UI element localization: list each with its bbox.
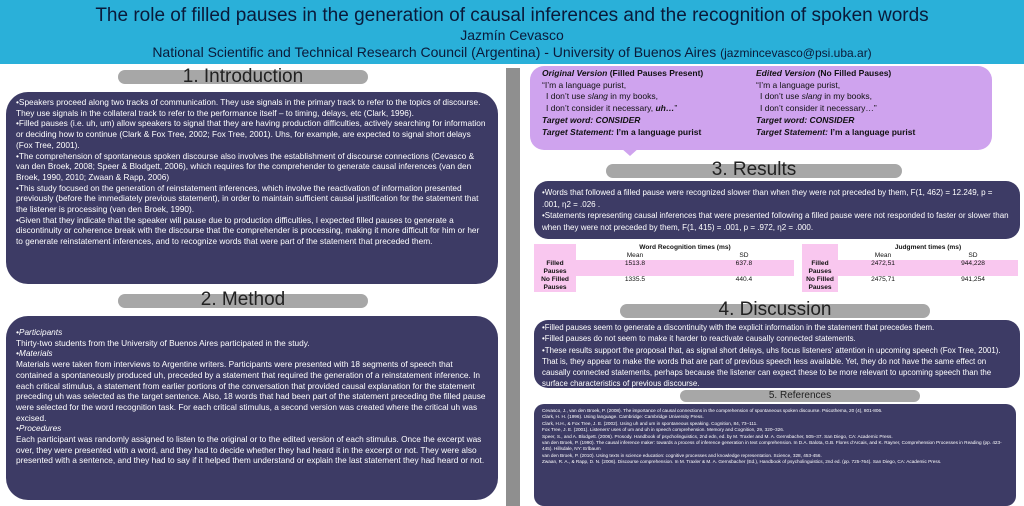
edited-target-word: Target word: CONSIDER <box>756 114 855 125</box>
intro-paragraph: •The comprehension of spontaneous spoken discourse also involves the establishment of discourse connections (Cevasco & van den Broek, 2008; Speer & Blodgett, 2006), which requires for the comprehender to generate causal inferences (van den Broek, 1990, 2010; Zwaan & Rapp, 2006) <box>16 150 475 182</box>
method-title: 2. Method <box>200 289 286 310</box>
word-recognition-table <box>534 244 794 292</box>
original-version-heading: Original Version (Filled Pauses Present) <box>542 68 704 78</box>
poster-header <box>0 0 1024 64</box>
stimulus-example-bubble <box>530 66 992 150</box>
original-version-column <box>542 68 752 138</box>
affiliation-text: National Scientific and Technical Research Council (Argentina) - University of Buenos Aires <box>152 44 717 60</box>
table-row: Filled Pauses 2472,51 944,228 <box>802 260 1018 276</box>
discussion-paragraph: •Filled pauses seem to generate a discontinuity with the explicit information in the statement that precedes them. <box>542 323 935 332</box>
reference-item: Fox Tree, J. E. (2001). Listeners’ uses of um and uh in speech comprehension. Memory and Cognition, 29, 320–326. <box>542 427 785 433</box>
reference-item: Speer, S., and A. Blodgett. (2006). Prosody. Handbook of psycholinguistics, 2nd edn, ed. by M. Traxler and M. A. Gernsbacher, 505–37. San Diego, CA: Academic Press. <box>542 433 893 439</box>
introduction-box <box>6 92 498 284</box>
discussion-title: 4. Discussion <box>718 299 832 320</box>
materials-heading: •Materials <box>16 348 53 359</box>
results-box <box>534 181 1020 239</box>
edited-line-2: I don’t use slang in my books, <box>760 91 872 102</box>
poster-affiliation <box>0 44 1024 62</box>
procedures-heading: •Procedures <box>16 423 62 434</box>
intro-paragraph: •Given that they indicate that the speaker will pause due to production difficulties, I expected filled pauses to generate a discontinuity or coherence break with the discourse that the comprehender is processing, making it more difficult for him or her to generate reinstatement inferences, and to recognize words that were part of the statement that preceded them. <box>16 214 480 247</box>
table-row: No Filled Pauses 1335.5 440.4 <box>534 276 794 292</box>
author-email: (jazmincevasco@psi.uba.ar) <box>720 46 872 60</box>
reference-item: Cevasco, J., van den Broek, P. (2008). The importance of causal connections in the comprehension of spontaneous spoken discourse. Psicothema, 20 (4), 801-806. <box>542 408 883 413</box>
discussion-paragraph: •Filled pauses do not seem to make it harder to reactivate causally connected statements. <box>542 334 856 344</box>
intro-paragraph: •This study focused on the generation of reinstatement inferences, which involve the reactivation of information presented previously (before the immediately previous statement), in order to maintain sufficient causal justification for the statement that the listener is processing (van den Broek, 1990). <box>16 182 479 215</box>
results-paragraph: •Statements representing causal inferences that were presented following a filled pause were not responded to faster or slower than when they were not preceded by them, F(1, 415) = .001, p = .972, η2 = .000. <box>542 211 1009 232</box>
original-target-word: Target word: CONSIDER <box>542 114 641 125</box>
original-target-statement: Target Statement: I’m a language purist <box>542 126 702 137</box>
reference-item: van den Broek, P. (2010). Using texts in science education: cognitive processes and knowledge representation. Science, 328, 453-456. <box>542 452 822 458</box>
references-title: 5. References <box>768 390 832 401</box>
original-line-3: I don’t consider it necessary, uh…” <box>546 103 678 114</box>
word-table-title: Word Recognition times (ms) <box>639 244 731 251</box>
judgment-times-table <box>802 244 1018 292</box>
references-box <box>534 404 1016 506</box>
judgment-table-title: Judgment times (ms) <box>894 244 962 251</box>
edited-line-1: “I’m a language purist, <box>756 79 841 90</box>
column-divider <box>506 68 520 506</box>
materials-text: Materials were taken from interviews to Argentine writers. Participants were presented with 18 segments of speech that contained a spontaneously produced uh, preceded by a statement that required the generation of a reinstatement inference. In each critical stimulus, a statement from earlier portions of the conversation that provided causal explanation for the statement preceding uh was selected as the target sentence. Also, 18 words that had been part of the statement preceding the filled pause were selected for the word recognition task. For each critical stimulus, a second version was created where the critical uh was excised. <box>16 359 486 423</box>
table-row: Filled Pauses 1513.8 637.8 <box>534 260 794 276</box>
judgment-col-mean: Mean <box>874 252 892 259</box>
results-paragraph: •Words that followed a filled pause were recognized slower than when they were not preceded by them, F(1, 462) = 12.249, p = .001, η2 = .026 . <box>542 188 993 209</box>
results-title: 3. Results <box>711 159 797 180</box>
table-row: No Filled Pauses 2475,71 941,254 <box>802 276 1018 292</box>
word-col-sd: SD <box>739 252 749 259</box>
procedures-text: Each participant was randomly assigned to listen to the original or to the edited version of each stimulus. Once the excerpt was over, they were presented with a word, and they had to decide whether they had heard it in the excerpt or not. They were also presented with a sentence, and they had to say if it helped them understand or explain the last statement they had heard or not. <box>16 434 485 466</box>
edited-version-heading: Edited Version (No Filled Pauses) <box>756 68 892 78</box>
participants-heading: •Participants <box>16 327 63 337</box>
reference-item: Clark, H.H., & Fox Tree, J. E. (2002). Using uh and um in spontaneous speaking. Cognition, 84, 73–111. <box>542 420 758 426</box>
intro-paragraph: •Filled pauses (i.e. uh, um) allow speakers to signal that they are having production difficulties, actively searching for information or deciding how to continue (Clark & Fox Tree, 2002; Fox Tree, 2001). Uhs, for example, are expected to signal short delays (Fox Tree, 2001). <box>16 118 486 150</box>
poster-title: The role of filled pauses in the generation of causal inferences and the recognition of spoken words <box>95 5 929 26</box>
speech-bubble-tail <box>612 140 648 156</box>
method-box <box>6 316 498 500</box>
judgment-col-sd: SD <box>968 252 978 259</box>
discussion-paragraph: •These results support the proposal that, as signal short delays, uhs focus listeners’ attention in upcoming speech (Fox Tree, 2001). That is, they appear to make the words that are part of previous speech less available. Yet, they do not have the same effect on causally connected statements, perhaps because the listener can expect these to be more relevant to upcoming speech than the surface characteristics of previous discourse. <box>542 345 1001 388</box>
reference-item: van den Broek, P. (1990). The causal inference maker: towards a process of inference generation in text comprehension. In D.A. Balota, G.B. Flores d’Arcais, and K. Rayner, Comprehension Processes in Reading (pp. 423-445). Hillsdale, NY: Erlbaum <box>542 440 1002 452</box>
poster-author: Jazmín Cevasco <box>460 27 564 43</box>
reference-item: Zwaan, R. A., & Rapp, D. N. (2006). Discourse comprehension. In M. Traxler & M. A. Gernsbacher (Ed.), Handbook of psycholinguistics, 2nd ed. (pp. 725-764). San Diego, CA: Academic Press. <box>542 459 942 465</box>
word-col-mean: Mean <box>626 252 644 259</box>
intro-paragraph: •Speakers proceed along two tracks of communication. They use signals in the primary track to refer to the topics of discourse. They use signals in the collateral track to refer to the performance itself – to timing, delays, etc (Clark, 1996). <box>16 97 481 118</box>
participants-text: Thirty-two students from the University of Buenos Aires participated in the study. <box>16 337 310 348</box>
reference-item: Clark, H. H. (1996). Using language. Cambridge: Cambridge University Press. <box>542 414 704 420</box>
discussion-box <box>534 320 1020 388</box>
edited-target-statement: Target Statement: I’m a language purist <box>756 126 916 137</box>
edited-version-column <box>756 68 986 138</box>
original-line-1: “I’m a language purist, <box>542 79 627 90</box>
introduction-title: 1. Introduction <box>182 66 304 87</box>
original-line-2: I don’t use slang in my books, <box>546 91 658 102</box>
edited-line-3: I don’t consider it necessary…” <box>760 103 877 114</box>
